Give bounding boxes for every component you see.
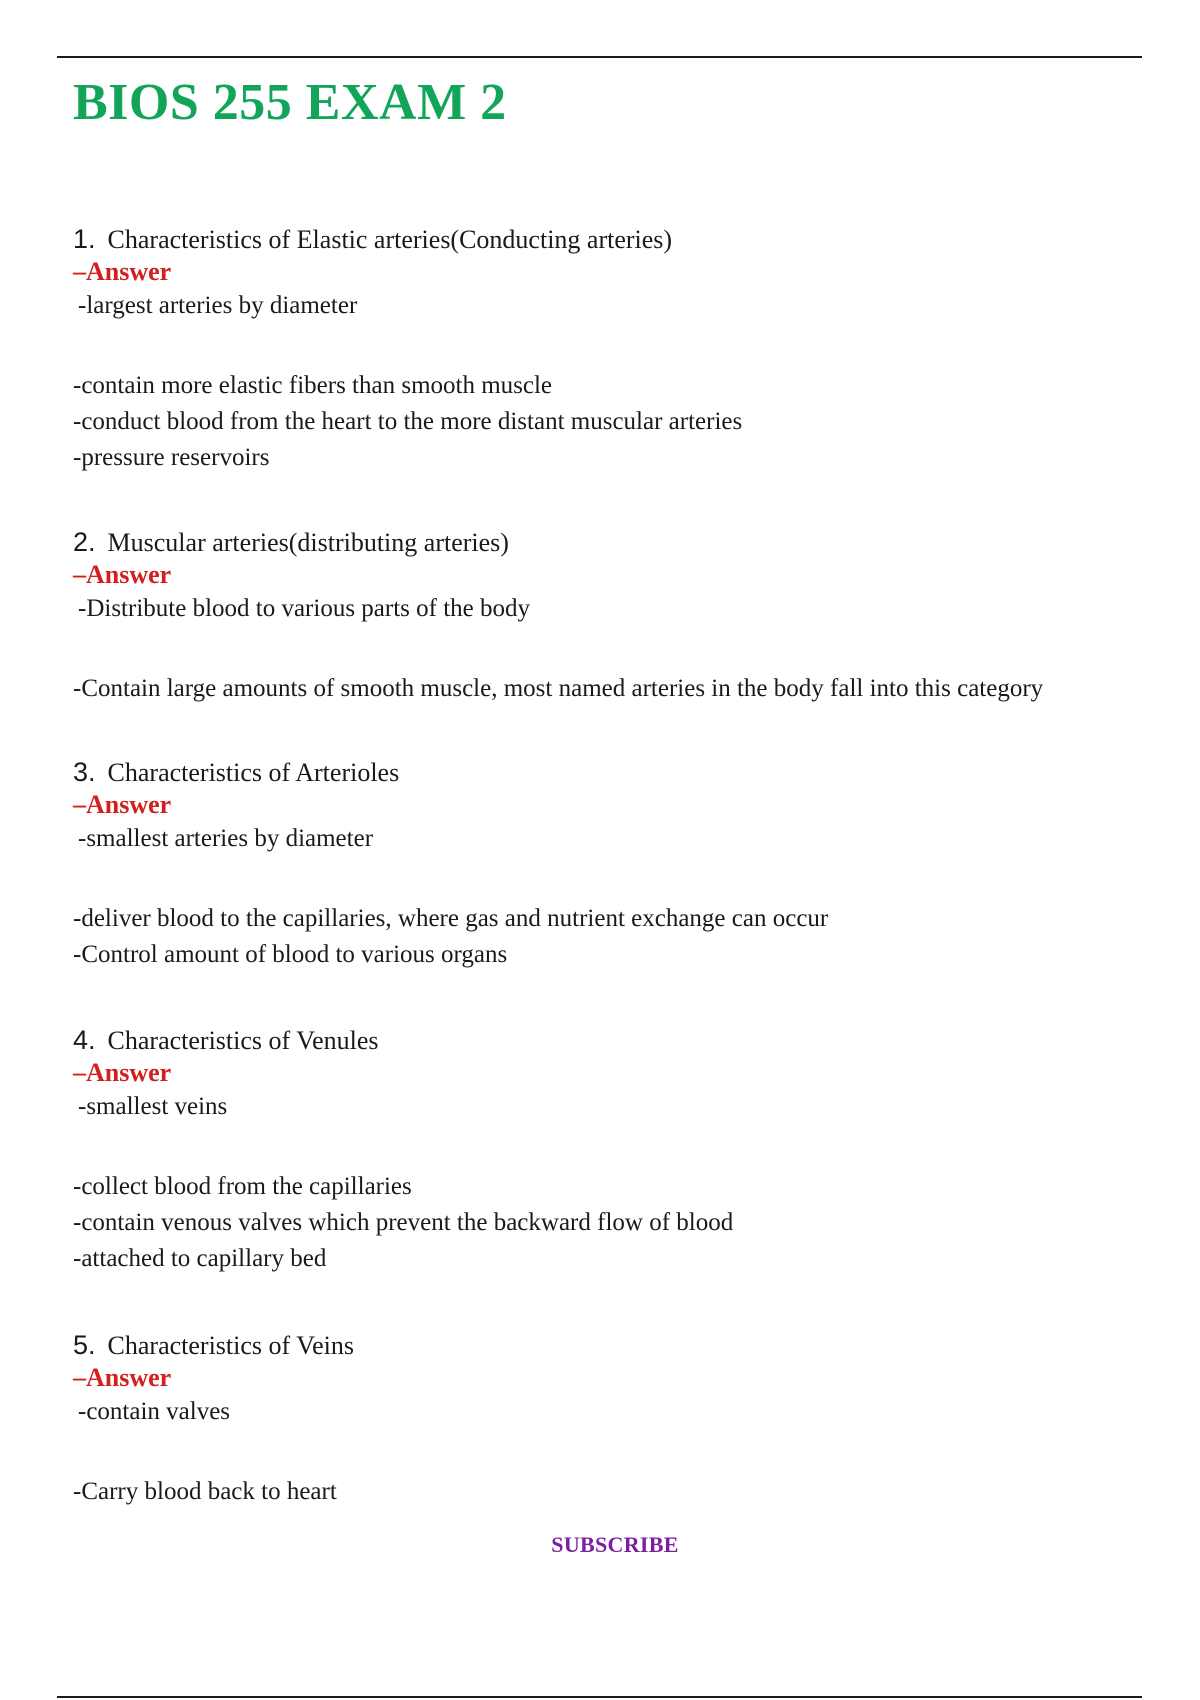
question-number: 4. bbox=[73, 1025, 96, 1055]
answer-line: -Control amount of blood to various organs bbox=[73, 941, 508, 968]
question-text: Characteristics of Elastic arteries(Conducting arteries) bbox=[107, 225, 673, 254]
question-number: 1. bbox=[73, 224, 96, 254]
qa-item-3 bbox=[73, 755, 1153, 973]
answer-line: -deliver blood to the capillaries, where gas and nutrient exchange can occur bbox=[73, 905, 829, 932]
question-number: 3. bbox=[73, 757, 96, 787]
question-text: Characteristics of Veins bbox=[107, 1331, 354, 1360]
subscribe-link[interactable]: SUBSCRIBE bbox=[551, 1532, 679, 1557]
answer-line: -collect blood from the capillaries bbox=[73, 1173, 412, 1200]
bottom-rule bbox=[57, 1696, 1142, 1698]
top-rule bbox=[57, 56, 1142, 58]
answer-label: –Answer bbox=[73, 257, 172, 286]
qa-item-5 bbox=[73, 1328, 1153, 1510]
page-title: BIOS 255 EXAM 2 bbox=[73, 74, 507, 131]
answer-label: –Answer bbox=[73, 560, 172, 589]
question-text: Muscular arteries(distributing arteries) bbox=[107, 528, 509, 557]
answer-line: -largest arteries by diameter bbox=[78, 292, 358, 319]
answer-line: -Contain large amounts of smooth muscle, most named arteries in the body fall into this category bbox=[73, 675, 1044, 702]
spacer bbox=[73, 627, 1153, 671]
question-line bbox=[73, 222, 1153, 256]
answer-line: -contain more elastic fibers than smooth muscle bbox=[73, 372, 553, 399]
question-number: 2. bbox=[73, 527, 96, 557]
answer-label: –Answer bbox=[73, 1363, 172, 1392]
answer-label: –Answer bbox=[73, 1058, 172, 1087]
question-line bbox=[73, 1023, 1153, 1057]
answer-line: -Carry blood back to heart bbox=[73, 1478, 337, 1505]
question-number: 5. bbox=[73, 1330, 96, 1360]
spacer bbox=[73, 1125, 1153, 1169]
answer-line: -contain venous valves which prevent the backward flow of blood bbox=[73, 1209, 734, 1236]
question-line bbox=[73, 755, 1153, 789]
spacer bbox=[73, 857, 1153, 901]
answer-line: -smallest arteries by diameter bbox=[78, 825, 374, 852]
answer-line: -conduct blood from the heart to the more distant muscular arteries bbox=[73, 408, 743, 435]
question-text: Characteristics of Venules bbox=[107, 1026, 379, 1055]
answer-line: -contain valves bbox=[78, 1398, 231, 1425]
answer-line: -Distribute blood to various parts of the body bbox=[78, 595, 531, 622]
qa-item-1 bbox=[73, 222, 1153, 476]
question-text: Characteristics of Arterioles bbox=[107, 758, 400, 787]
question-line bbox=[73, 1328, 1153, 1362]
answer-line: -smallest veins bbox=[78, 1093, 228, 1120]
answer-line: -pressure reservoirs bbox=[73, 444, 270, 471]
spacer bbox=[73, 324, 1153, 368]
answer-line: -attached to capillary bed bbox=[73, 1245, 327, 1272]
qa-item-2 bbox=[73, 525, 1153, 707]
spacer bbox=[73, 1430, 1153, 1474]
question-line bbox=[73, 525, 1153, 559]
answer-label: –Answer bbox=[73, 790, 172, 819]
qa-item-4 bbox=[73, 1023, 1153, 1277]
